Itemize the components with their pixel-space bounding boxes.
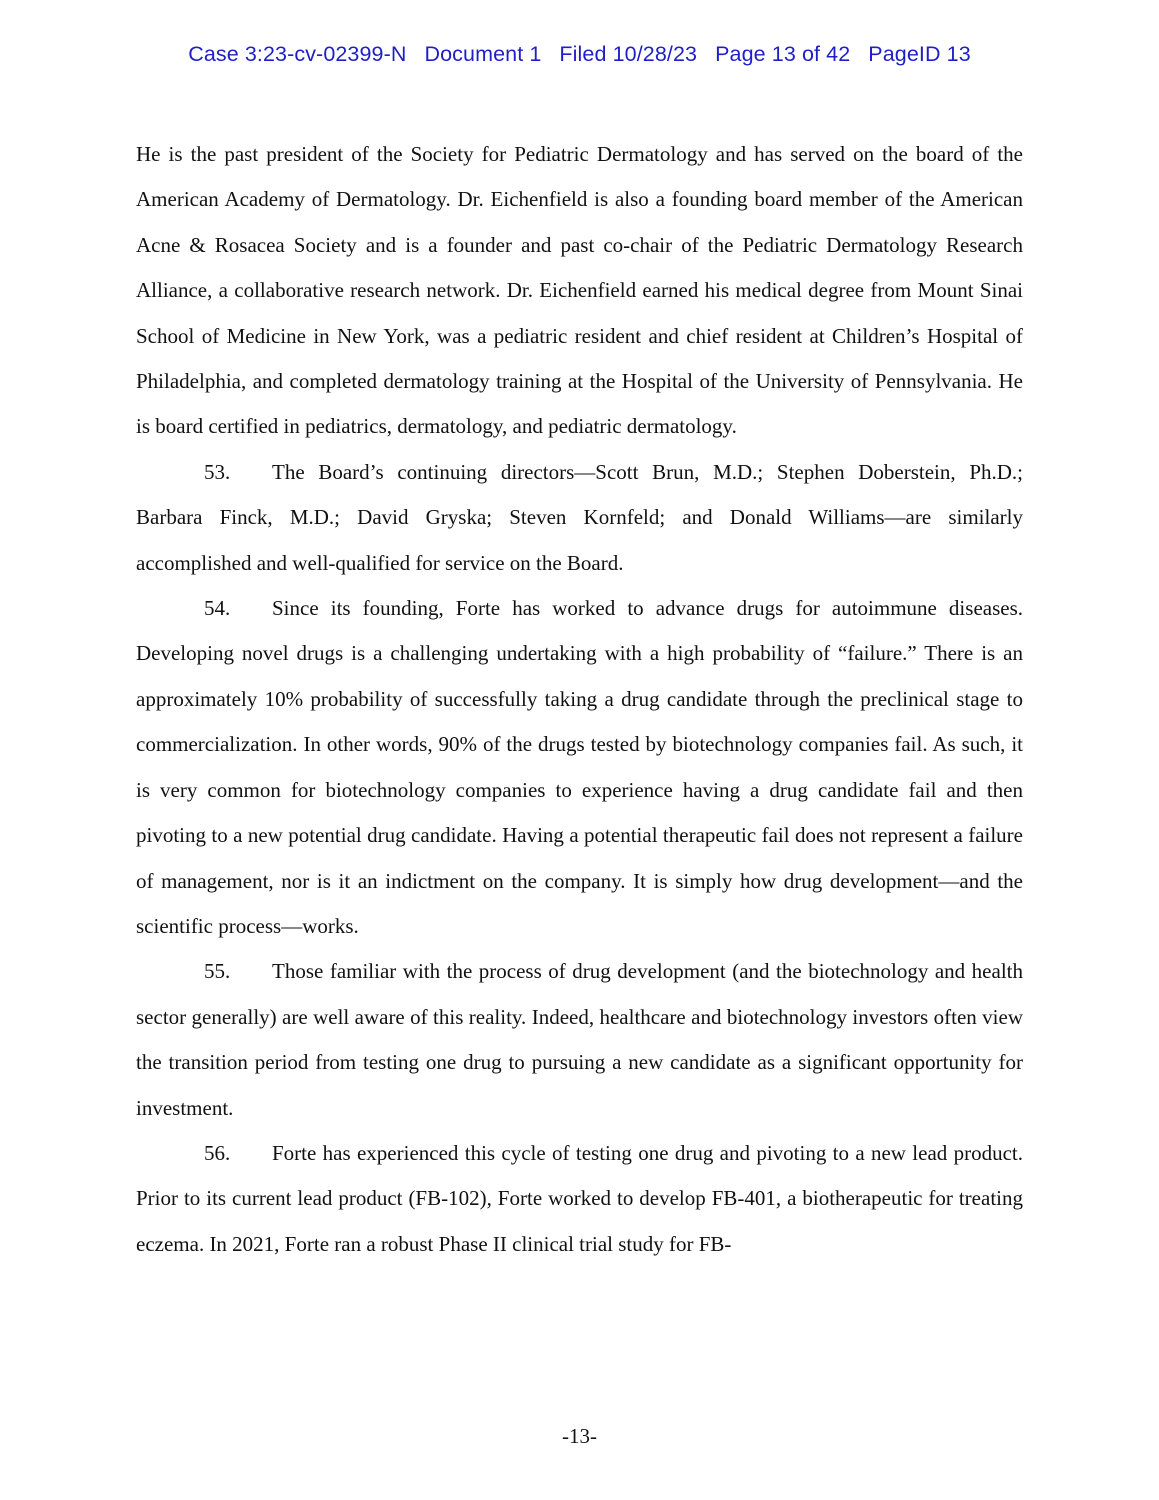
paragraph-text: The Board’s continuing directors—Scott Brun, M.D.; Stephen Doberstein, Ph.D.; Barbara Finck, M.D.; David Gryska; Steven Kornfeld; and Donald Williams—are similarly accomplished and well-qualified for service on the Board.: [136, 459, 1023, 575]
header-document-number: Document 1: [424, 42, 542, 66]
paragraph-text: Since its founding, Forte has worked to advance drugs for autoimmune diseases. Developing novel drugs is a challenging undertaking with a high probability of “failure.” There is an approximately 10% probability of successfully taking a drug candidate through the preclinical stage to commercialization. In other words, 90% of the drugs tested by biotechnology companies fail. As such, it is very common for biotechnology companies to experience having a drug candidate fail and then pivoting to a new potential drug candidate. Having a potential therapeutic fail does not represent a failure of management, nor is it an indictment on the company. It is simply how drug development—and the scientific process—works.: [136, 596, 1023, 938]
page-number-footer: -13-: [562, 1424, 597, 1448]
header-filed-date: Filed 10/28/23: [559, 42, 698, 66]
paragraph-number: 55.: [204, 959, 231, 984]
paragraph-number: 54.: [204, 596, 231, 621]
document-body: [136, 132, 1023, 1267]
paragraph-text: Those familiar with the process of drug development (and the biotechnology and health sector generally) are well aware of this reality. Indeed, healthcare and biotechnology investors often view the transition period from testing one drug to pursuing a new candidate as a significant opportunity for investment.: [136, 959, 1023, 1120]
paragraph-55: [136, 949, 1023, 1131]
header-page-id: PageID 13: [868, 42, 971, 66]
header-case-number: Case 3:23-cv-02399-N: [188, 42, 407, 66]
paragraph-number: 53.: [204, 459, 231, 484]
court-filing-header: [0, 42, 1159, 67]
paragraph-continuation: He is the past president of the Society for Pediatric Dermatology and has served on the board of the American Academy of Dermatology. Dr. Eichenfield is also a founding board member of the American Acne & Rosacea Society and is a founder and past co-chair of the Pediatric Dermatology Research Alliance, a collaborative research network. Dr. Eichenfield earned his medical degree from Mount Sinai School of Medicine in New York, was a pediatric resident and chief resident at Children’s Hospital of Philadelphia, and completed dermatology training at the Hospital of the University of Pennsylvania. He is board certified in pediatrics, dermatology, and pediatric dermatology.: [136, 142, 1023, 439]
paragraph-53: [136, 450, 1023, 586]
paragraph-number: 56.: [204, 1140, 231, 1165]
paragraph-56: [136, 1131, 1023, 1267]
header-page-count: Page 13 of 42: [715, 42, 851, 66]
paragraph-text: Forte has experienced this cycle of testing one drug and pivoting to a new lead product. Prior to its current lead product (FB-102), Forte worked to develop FB-401, a biotherapeutic for treating eczema. In 2021, Forte ran a robust Phase II clinical trial study for FB-: [136, 1140, 1023, 1256]
paragraph-54: [136, 586, 1023, 949]
